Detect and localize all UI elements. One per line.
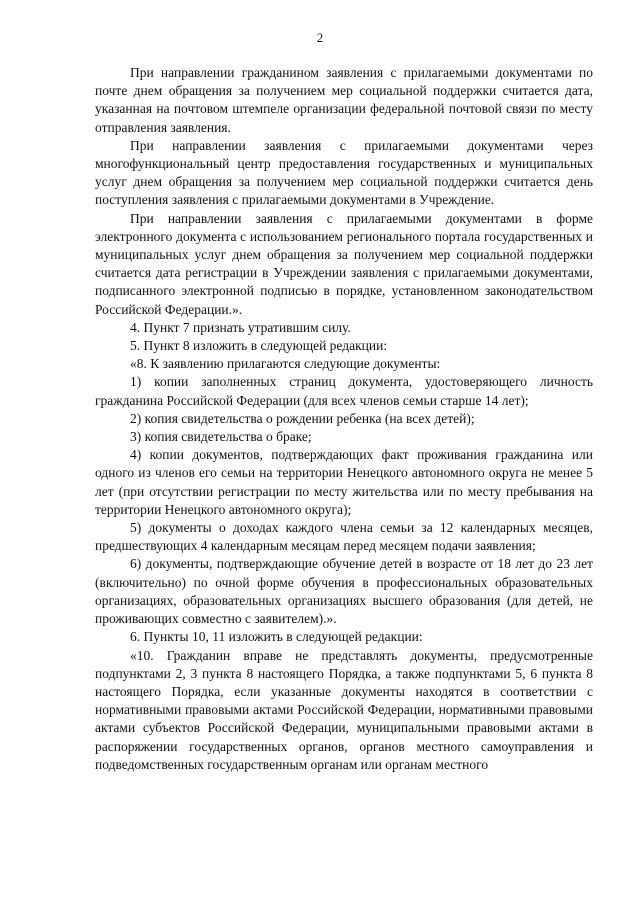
paragraph-mfc-submission: При направлении заявления с прилагаемыми документами через многофункциональный центр предоставления государственных и муниципальных услуг днем обращения за получением мер социальной поддержки считается день поступления заявления с прилагаемыми документами в Учреждение. — [95, 137, 593, 208]
page-number: 2 — [316, 30, 324, 45]
list-item-3: 3) копия свидетельства о браке; — [130, 429, 312, 445]
paragraph-clause-8-heading: «8. К заявлению прилагаются следующие документы: — [130, 356, 441, 372]
list-item-4: 4) копии документов, подтверждающих факт проживания гражданина или одного из членов его семьи на территории Ненецкого автономного округа не менее 5 лет (при отсутствии регистрации по месту жительства или по месту пребывания на территории Ненецкого автономного округа); — [95, 447, 593, 517]
paragraph-item-5: 5. Пункт 8 изложить в следующей редакции: — [130, 338, 388, 354]
list-item-6: 6) документы, подтверждающие обучение детей в возрасте от 18 лет до 23 лет (включительно) по очной форме обучения в профессиональных образовательных организациях, образовательных организациях высшего образования (для детей, не проживающих совместно с заявителем).». — [95, 556, 593, 627]
list-item-2: 2) копия свидетельства о рождении ребенка (на всех детей); — [130, 410, 475, 426]
paragraph-mail-submission: При направлении гражданином заявления с прилагаемыми документами по почте днем обращения за получением мер социальной поддержки считается дата, указанная на почтовом штемпеле организации федеральной почтовой связи по месту отправления заявления. — [95, 65, 593, 135]
document-body — [95, 64, 593, 774]
list-item-1: 1) копии заполненных страниц документа, удостоверяющего личность гражданина Российской Федерации (для всех членов семьи старше 14 лет); — [95, 374, 593, 408]
paragraph-item-6: 6. Пункты 10, 11 изложить в следующей редакции: — [130, 629, 423, 645]
paragraph-item-4: 4. Пункт 7 признать утратившим силу. — [130, 319, 351, 335]
paragraph-electronic-submission: При направлении заявления с прилагаемыми документами в форме электронного документа с использованием регионального портала государственных и муниципальных услуг днем обращения за получением мер социальной поддержки считается дата регистрации в Учреждении заявления с прилагаемыми документами, подписанного электронной подписью в порядке, установленном законодательством Российской Федерации.». — [95, 210, 593, 317]
list-item-5: 5) документы о доходах каждого члена семьи за 12 календарных месяцев, предшествующих 4 календарным месяцам перед месяцем подачи заявления; — [95, 520, 593, 554]
paragraph-clause-10: «10. Гражданин вправе не представлять документы, предусмотренные подпунктами 2, 3 пункта 8 настоящего Порядка, а также подпунктами 5, 6 пункта 8 настоящего Порядка, если указанные документы находятся в соответствии с нормативными правовыми актами Российской Федерации, нормативными правовыми актами субъектов Российской Федерации, муниципальными правовыми актами в распоряжении государственных органов, органов местного самоуправления и подведомственных государственным органам или органам местного — [95, 647, 593, 772]
